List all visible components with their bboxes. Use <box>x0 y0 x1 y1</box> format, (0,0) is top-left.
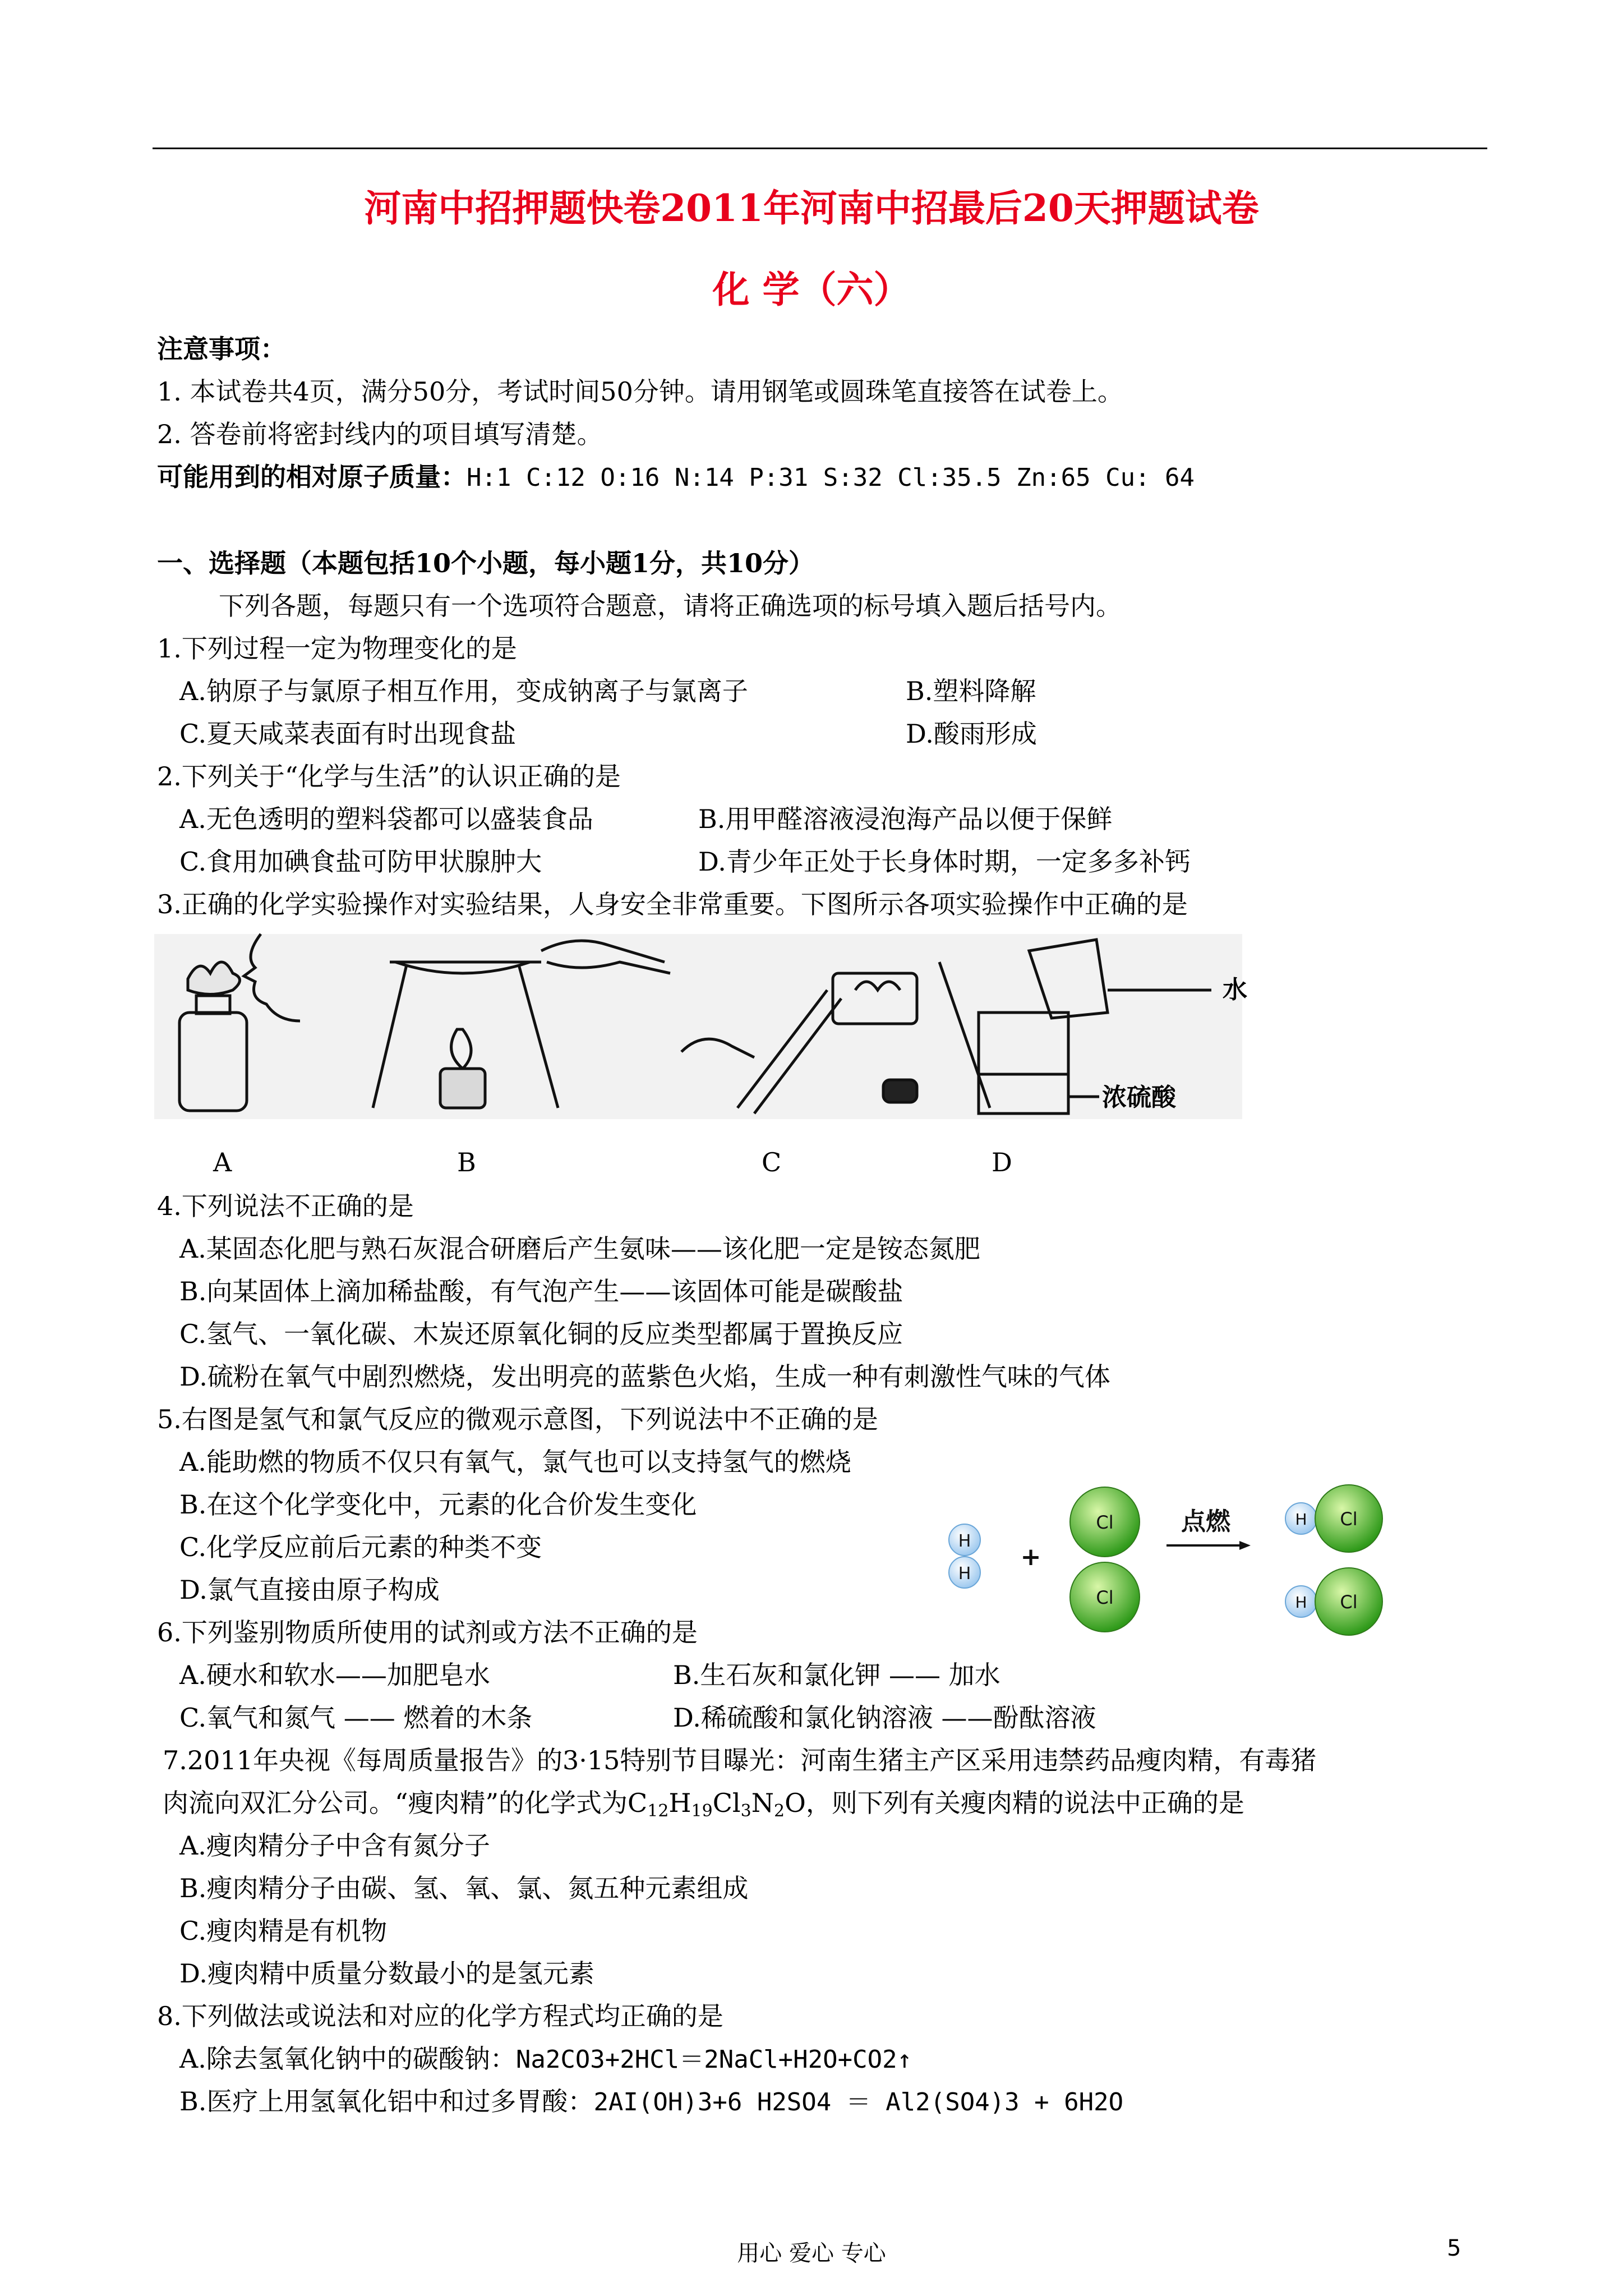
atomic-mass-values: H:1 C:12 O:16 N:14 P:31 S:32 Cl:35.5 Zn:65 Cu: 64 <box>467 463 1195 492</box>
q8-option-a-text: A.除去氢氧化钠中的碳酸钠： <box>179 2044 516 2074</box>
q7-option-d: D.瘦肉精中质量分数最小的是氢元素 <box>179 1958 594 1989</box>
q2-stem: 2.下列关于“化学与生活”的认识正确的是 <box>157 761 621 792</box>
h-atom-label: H <box>1295 1593 1307 1612</box>
q7-option-b: B.瘦肉精分子由碳、氢、氧、氯、氮五种元素组成 <box>179 1873 749 1903</box>
cl-atom-label: Cl <box>1340 1591 1358 1613</box>
q4-option-d: D.硫粉在氧气中剧烈燃烧，发出明亮的蓝紫色火焰，生成一种有刺激性气味的气体 <box>179 1361 1110 1392</box>
note-item-2: 2. 答卷前将密封线内的项目填写清楚。 <box>157 419 603 449</box>
q4-option-a: A.某固态化肥与熟石灰混合研磨后产生氨味——该化肥一定是铵态氮肥 <box>179 1234 980 1264</box>
q1-option-c: C.夏天咸菜表面有时出现食盐 <box>179 719 517 749</box>
h-atom-label: H <box>1295 1510 1307 1529</box>
q5-option-d: D.氯气直接由原子构成 <box>179 1575 440 1605</box>
formula-subscript: 3 <box>740 1801 751 1821</box>
page-footer: 用心 爱心 专心 <box>737 2240 886 2266</box>
formula-subscript: 2 <box>774 1801 785 1821</box>
q3-label-c: C <box>762 1147 782 1177</box>
q8-option-a-equation: Na2CO3+2HCl＝2NaCl+H2O+CO2↑ <box>515 2045 912 2074</box>
header-rule <box>153 148 1487 149</box>
formula-element: N <box>751 1788 774 1818</box>
q7-stem-text: ，则下列有关瘦肉精的说法中正确的是 <box>805 1788 1244 1818</box>
h-atom-label: H <box>958 1531 971 1551</box>
q8-option-b-text: B.医疗上用氢氧化铝中和过多胃酸： <box>179 2086 594 2116</box>
cl-atom-label: Cl <box>1096 1587 1114 1608</box>
q5-option-a: A.能助燃的物质不仅只有氧气，氯气也可以支持氢气的燃烧 <box>179 1447 851 1477</box>
q8-option-a <box>179 2043 912 2076</box>
q3-lab-figure <box>154 928 1247 1136</box>
q6-option-d: D.稀硫酸和氯化钠溶液 ——酚酞溶液 <box>673 1703 1096 1733</box>
q6-option-c: C.氧气和氮气 —— 燃着的木条 <box>179 1703 533 1733</box>
figure-d-acid-label: 浓硫酸 <box>1102 1083 1176 1112</box>
exam-subtitle: 化 学（六） <box>712 268 911 311</box>
figure-d-water-label: 水 <box>1223 976 1247 1004</box>
q5-reaction-diagram <box>937 1473 1419 1652</box>
q6-option-a: A.硬水和软水——加肥皂水 <box>179 1660 490 1690</box>
notes-heading: 注意事项： <box>157 334 286 364</box>
q7-option-a: A.瘦肉精分子中含有氮分子 <box>179 1830 490 1861</box>
q2-option-d: D.青少年正处于长身体时期，一定多多补钙 <box>698 846 1191 877</box>
ignite-label: 点燃 <box>1181 1507 1230 1536</box>
formula-element: Cl <box>712 1788 741 1818</box>
q2-option-a: A.无色透明的塑料袋都可以盛装食品 <box>179 804 593 834</box>
formula-element: H <box>668 1788 691 1818</box>
q7-option-c: C.瘦肉精是有机物 <box>179 1916 388 1946</box>
q4-option-c: C.氢气、一氧化碳、木炭还原氧化铜的反应类型都属于置换反应 <box>179 1319 903 1349</box>
h-atom-label: H <box>958 1564 971 1584</box>
atomic-mass-line <box>157 461 1195 494</box>
q4-stem: 4.下列说法不正确的是 <box>157 1191 414 1221</box>
q7-stem-text: 肉流向双汇分公司。“瘦肉精”的化学式为C <box>163 1788 648 1818</box>
q7-stem-line2 <box>163 1787 1244 1819</box>
q6-stem: 6.下列鉴别物质所使用的试剂或方法不正确的是 <box>157 1617 698 1648</box>
q5-option-c: C.化学反应前后元素的种类不变 <box>179 1532 542 1562</box>
section-instruction: 下列各题，每题只有一个选项符合题意，请将正确选项的标号填入题后括号内。 <box>219 591 1122 621</box>
atomic-mass-label: 可能用到的相对原子质量： <box>157 462 467 492</box>
exam-title: 河南中招押题快卷2011年河南中招最后20天押题试卷 <box>364 186 1259 230</box>
q1-stem: 1.下列过程一定为物理变化的是 <box>157 633 517 664</box>
plus-sign: + <box>1020 1543 1041 1571</box>
q1-option-d: D.酸雨形成 <box>906 719 1037 749</box>
q1-option-a: A.钠原子与氯原子相互作用，变成钠离子与氯离子 <box>179 676 748 706</box>
q5-option-b: B.在这个化学变化中，元素的化合价发生变化 <box>179 1489 697 1520</box>
q3-label-b: B <box>457 1147 476 1177</box>
page-number: 5 <box>1447 2235 1461 2261</box>
q4-option-b: B.向某固体上滴加稀盐酸，有气泡产生——该固体可能是碳酸盐 <box>179 1276 903 1306</box>
q3-stem: 3.正确的化学实验操作对实验结果，人身安全非常重要。下图所示各项实验操作中正确的是 <box>157 889 1188 919</box>
q8-option-b-equation: 2AI(OH)3+6 H2SO4 ＝ Al2(SO4)3 + 6H2O <box>593 2088 1124 2116</box>
q5-stem: 5.右图是氢气和氯气反应的微观示意图，下列说法中不正确的是 <box>157 1404 878 1434</box>
note-item-1: 1. 本试卷共4页，满分50分，考试时间50分钟。请用钢笔或圆珠笔直接答在试卷上。 <box>157 376 1123 407</box>
q6-option-b: B.生石灰和氯化钾 —— 加水 <box>673 1660 1000 1690</box>
formula-subscript: 19 <box>691 1801 713 1821</box>
q1-option-b: B.塑料降解 <box>906 676 1036 706</box>
q2-option-c: C.食用加碘食盐可防甲状腺肿大 <box>179 846 542 877</box>
formula-element: O <box>785 1788 806 1818</box>
q3-label-d: D <box>992 1147 1012 1177</box>
section-heading: 一、选择题（本题包括10个小题，每小题1分，共10分） <box>157 548 815 578</box>
q8-stem: 8.下列做法或说法和对应的化学方程式均正确的是 <box>157 2001 723 2031</box>
q3-label-a: A <box>213 1147 232 1177</box>
cl-atom-label: Cl <box>1096 1512 1114 1533</box>
q7-stem-line1: 7.2011年央视《每周质量报告》的3·15特别节目曝光：河南生猪主产区采用违禁药品瘦肉精，有毒猪 <box>163 1745 1317 1775</box>
cl-atom-label: Cl <box>1340 1508 1358 1530</box>
q2-option-b: B.用甲醛溶液浸泡海产品以便于保鲜 <box>698 804 1113 834</box>
q8-option-b <box>179 2086 1123 2118</box>
formula-subscript: 12 <box>647 1801 669 1821</box>
